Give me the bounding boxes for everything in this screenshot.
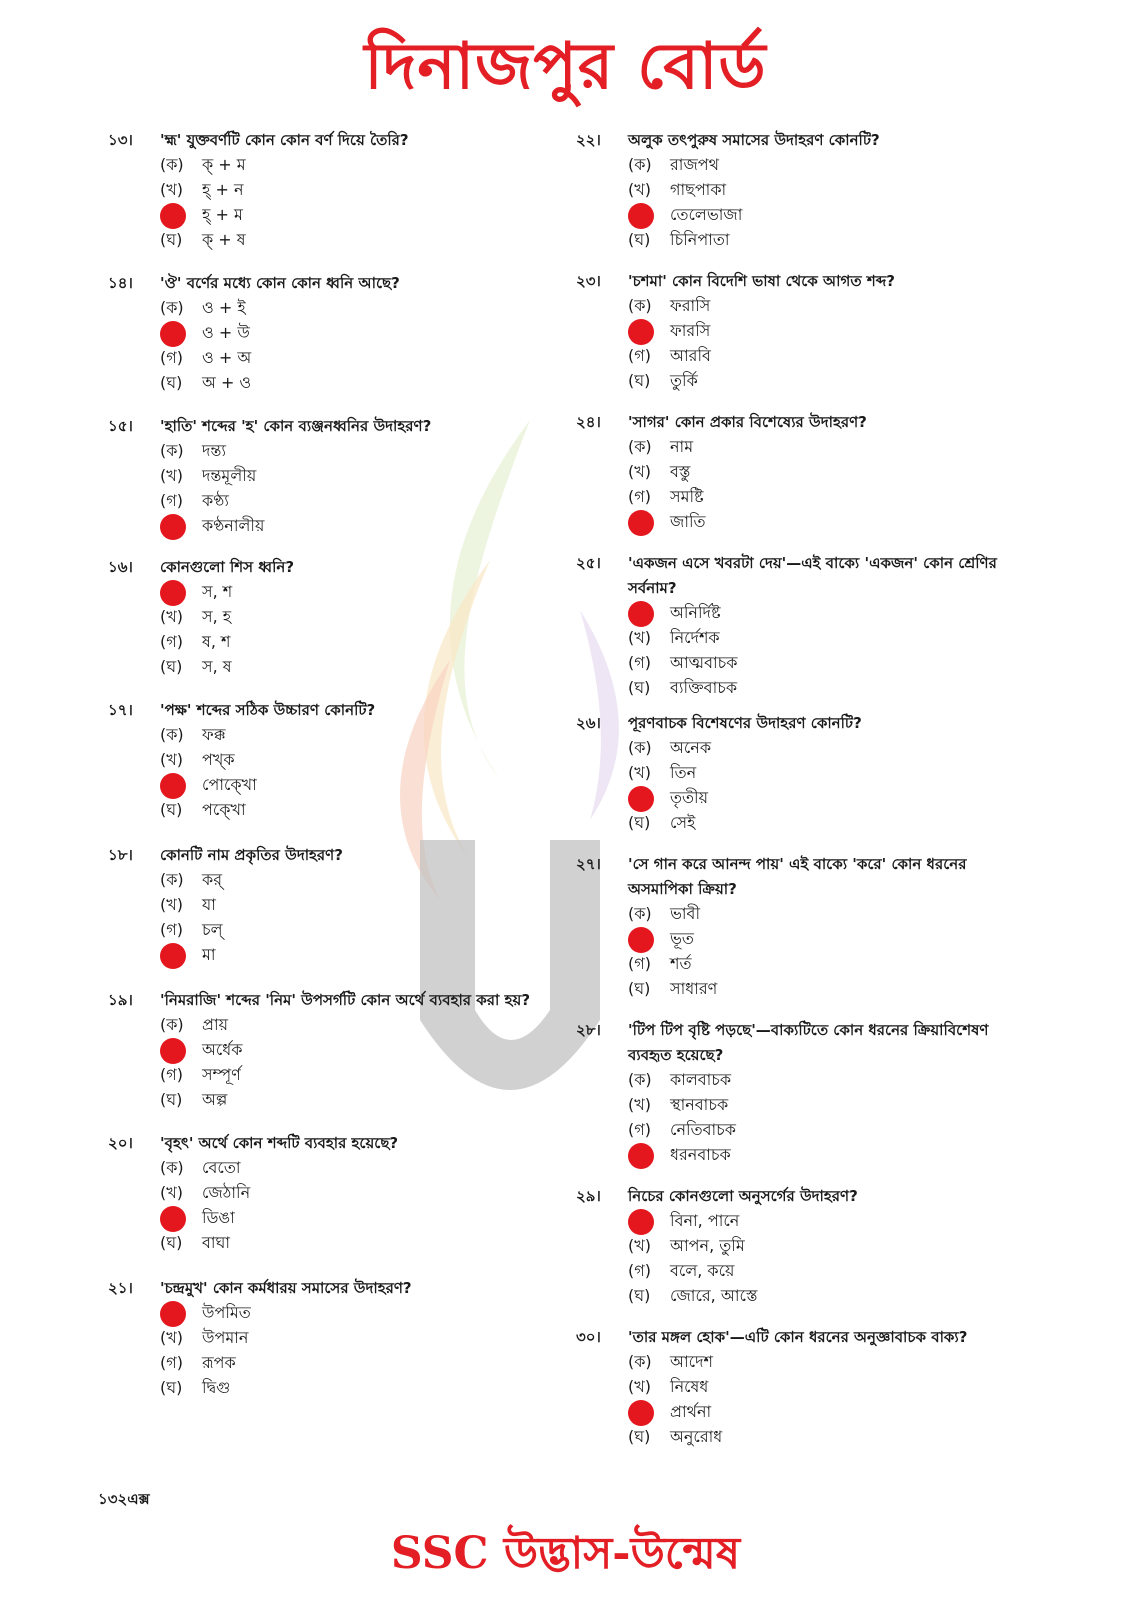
correct-answer-marker-icon — [628, 510, 654, 536]
question-text: অলুক তৎপুরুষ সমাসের উদাহরণ কোনটি? — [628, 131, 880, 149]
option-text: ডিঙা — [202, 1208, 235, 1227]
question-text: 'সে গান করে আনন্দ পায়' এই বাক্যে 'করে' কোন ধরনের অসমাপিকা ক্রিয়া? — [628, 855, 967, 898]
question-number: ১৩। — [108, 131, 133, 149]
question-number: ৩০। — [576, 1328, 601, 1346]
answer-option — [628, 369, 1016, 394]
option-text: হ্ + ম — [202, 205, 243, 224]
option-text: অর্ধেক — [202, 1040, 243, 1059]
option-text: ধরনবাচক — [670, 1145, 731, 1164]
question-text: 'হাতি' শব্দের 'হ' কোন ব্যঞ্জনধ্বনির উদাহরণ? — [160, 417, 432, 435]
option-text: জেঠানি — [202, 1183, 251, 1202]
option-text: পক্খো — [202, 800, 246, 819]
question-item — [108, 1276, 538, 1401]
option-text: ক্ + ষ — [202, 230, 246, 249]
answer-option — [628, 460, 1016, 485]
answer-option — [160, 580, 538, 605]
option-label: (ঘ) — [160, 800, 183, 819]
correct-answer-marker-icon — [160, 514, 186, 540]
option-label: (খ) — [628, 628, 651, 647]
option-text: জাতি — [670, 512, 706, 531]
question-header — [108, 698, 538, 723]
question-number: ২৮। — [576, 1021, 601, 1039]
answer-option — [160, 630, 538, 655]
option-label: (গ) — [628, 1261, 651, 1280]
option-label: (খ) — [628, 462, 651, 481]
option-text: আত্মবাচক — [670, 653, 738, 672]
question-header — [576, 711, 1016, 736]
option-text: চিনিপাতা — [670, 230, 730, 249]
question-number: ২৫। — [576, 554, 601, 572]
answer-option — [628, 1143, 1016, 1168]
option-text: দন্ত্য — [202, 441, 227, 460]
option-label: (ক) — [628, 155, 652, 174]
option-text: স্থানবাচক — [670, 1095, 729, 1114]
option-label: (গ) — [628, 346, 651, 365]
answer-option — [628, 977, 1016, 1002]
option-text: কণ্ঠনালীয় — [202, 516, 265, 535]
answer-option — [160, 1156, 538, 1181]
option-text: আরবি — [670, 346, 711, 365]
question-header — [108, 988, 538, 1013]
question-item — [576, 1184, 1016, 1309]
answer-option — [160, 1301, 538, 1326]
answer-option — [160, 203, 538, 228]
answer-option — [628, 902, 1016, 927]
answer-option — [628, 1068, 1016, 1093]
answer-option — [628, 344, 1016, 369]
question-header — [576, 852, 1016, 902]
answer-option — [628, 485, 1016, 510]
option-label: (ক) — [628, 904, 652, 923]
correct-answer-marker-icon — [628, 927, 654, 953]
answer-option — [160, 296, 538, 321]
option-text: সেই — [670, 813, 696, 832]
option-text: ভূত — [670, 929, 694, 948]
question-item — [108, 128, 538, 253]
option-text: তিন — [670, 763, 697, 782]
option-label: (গ) — [628, 487, 651, 506]
correct-answer-marker-icon — [628, 203, 654, 229]
correct-answer-marker-icon — [628, 601, 654, 627]
question-text: 'পক্ষ' শব্দের সঠিক উচ্চারণ কোনটি? — [160, 701, 376, 719]
question-number: ১৬। — [108, 558, 133, 576]
option-label: (গ) — [628, 954, 651, 973]
answer-option — [628, 1425, 1016, 1450]
option-text: প্রায় — [202, 1015, 229, 1034]
answer-option — [160, 655, 538, 680]
correct-answer-marker-icon — [160, 321, 186, 347]
question-item — [576, 1325, 1016, 1450]
question-item — [108, 555, 538, 680]
option-text: স, শ — [202, 582, 233, 601]
question-header — [108, 1276, 538, 1301]
answer-option — [160, 773, 538, 798]
question-item — [576, 410, 1016, 535]
option-text: ব্যক্তিবাচক — [670, 678, 738, 697]
question-number: ২৬। — [576, 714, 601, 732]
option-label: (গ) — [160, 348, 183, 367]
option-text: চল্ — [202, 920, 223, 939]
option-label: (ক) — [628, 437, 652, 456]
option-text: ষ, শ — [202, 632, 231, 651]
option-text: হ্ + ন — [202, 180, 244, 199]
answer-option — [160, 1326, 538, 1351]
correct-answer-marker-icon — [628, 786, 654, 812]
option-label: (খ) — [628, 1236, 651, 1255]
answer-option — [160, 798, 538, 823]
answer-option — [628, 153, 1016, 178]
option-label: (ক) — [160, 1158, 184, 1177]
option-text: বস্তু — [670, 462, 691, 481]
question-number: ২১। — [108, 1279, 133, 1297]
option-text: স, হ — [202, 607, 232, 626]
answer-option — [160, 1231, 538, 1256]
question-item — [576, 551, 1016, 701]
answer-option — [160, 605, 538, 630]
question-item — [576, 711, 1016, 836]
correct-answer-marker-icon — [628, 1400, 654, 1426]
option-label: (ক) — [628, 296, 652, 315]
question-number: ১৪। — [108, 274, 133, 292]
answer-option — [160, 371, 538, 396]
question-number: ১৮। — [108, 846, 133, 864]
option-label: (গ) — [160, 1065, 183, 1084]
question-item — [108, 988, 538, 1113]
correct-answer-marker-icon — [160, 773, 186, 799]
footer-title: SSC উদ্ভাস-উন্মেষ — [390, 1528, 741, 1579]
correct-answer-marker-icon — [160, 1301, 186, 1327]
answer-option — [628, 1375, 1016, 1400]
board-title: দিনাজপুর বোর্ড — [364, 30, 767, 104]
option-text: অনির্দিষ্ট — [670, 603, 721, 622]
question-header — [576, 1325, 1016, 1350]
answer-option — [160, 868, 538, 893]
question-item — [576, 269, 1016, 394]
correct-answer-marker-icon — [628, 1143, 654, 1169]
question-text: 'একজন এসে খবরটা দেয়'—এই বাক্যে 'একজন' কোন শ্রেণির সর্বনাম? — [628, 554, 997, 597]
option-label: (গ) — [160, 1353, 183, 1372]
answer-option — [628, 228, 1016, 253]
question-header — [576, 551, 1016, 601]
answer-option — [160, 153, 538, 178]
option-text: ও + অ — [202, 348, 252, 367]
option-label: (ক) — [160, 298, 184, 317]
answer-option — [628, 601, 1016, 626]
correct-answer-marker-icon — [160, 580, 186, 606]
option-label: (গ) — [628, 1120, 651, 1139]
answer-option — [160, 178, 538, 203]
answer-option — [160, 1038, 538, 1063]
option-label: (খ) — [160, 895, 183, 914]
option-text: পখ্ক — [202, 750, 235, 769]
option-label: (খ) — [160, 607, 183, 626]
option-text: ফক্ক — [202, 725, 226, 744]
option-text: আদেশ — [670, 1352, 713, 1371]
answer-option — [628, 1093, 1016, 1118]
option-text: গাছপাকা — [670, 180, 727, 199]
option-text: দ্বিগু — [202, 1378, 231, 1397]
option-label: (ঘ) — [160, 373, 183, 392]
option-label: (ক) — [628, 1070, 652, 1089]
option-text: ভাবী — [670, 904, 701, 923]
question-text: 'নিমরাজি' শব্দের 'নিম' উপসর্গটি কোন অর্থে ব্যবহার করা হয়? — [160, 991, 531, 1009]
option-text: উপমান — [202, 1328, 249, 1347]
option-label: (ক) — [160, 441, 184, 460]
option-text: বলে, কয়ে — [670, 1261, 735, 1280]
left-question-column — [108, 128, 538, 1401]
answer-option — [628, 811, 1016, 836]
question-text: 'টিপ টিপ বৃষ্টি পড়ছে'—বাক্যটিতে কোন ধরনের ক্রিয়াবিশেষণ ব্যবহৃত হয়েছে? — [628, 1021, 989, 1064]
question-header — [108, 555, 538, 580]
option-text: যা — [202, 895, 216, 914]
question-header — [108, 271, 538, 296]
question-item — [576, 128, 1016, 253]
question-item — [108, 843, 538, 968]
answer-option — [160, 1376, 538, 1401]
option-text: নাম — [670, 437, 694, 456]
question-text: 'তার মঙ্গল হোক'—এটি কোন ধরনের অনুজ্ঞাবাচক বাক্য? — [628, 1328, 968, 1346]
option-text: ফারসি — [670, 321, 711, 340]
option-label: (ঘ) — [160, 1378, 183, 1397]
option-label: (গ) — [628, 653, 651, 672]
answer-option — [628, 736, 1016, 761]
correct-answer-marker-icon — [160, 1038, 186, 1064]
option-label: (ঘ) — [160, 230, 183, 249]
question-item — [108, 698, 538, 823]
question-number: ১৫। — [108, 417, 133, 435]
answer-option — [160, 464, 538, 489]
answer-option — [160, 943, 538, 968]
option-label: (ক) — [628, 1352, 652, 1371]
question-text: কোনগুলো শিস ধ্বনি? — [160, 558, 295, 576]
question-number: ১৯। — [108, 991, 133, 1009]
question-text: পূরণবাচক বিশেষণের উদাহরণ কোনটি? — [628, 714, 862, 732]
answer-option — [160, 918, 538, 943]
option-label: (ঘ) — [628, 1286, 651, 1305]
option-label: (ঘ) — [628, 371, 651, 390]
option-label: (খ) — [628, 1095, 651, 1114]
answer-option — [628, 927, 1016, 952]
option-text: রূপক — [202, 1353, 236, 1372]
option-text: রাজপথ — [670, 155, 719, 174]
question-number: ২২। — [576, 131, 601, 149]
option-label: (ঘ) — [628, 813, 651, 832]
question-header — [576, 1018, 1016, 1068]
option-label: (ঘ) — [628, 678, 651, 697]
answer-option — [160, 439, 538, 464]
question-text: 'চশমা' কোন বিদেশি ভাষা থেকে আগত শব্দ? — [628, 272, 895, 290]
answer-option — [160, 1206, 538, 1231]
answer-option — [628, 786, 1016, 811]
answer-option — [160, 893, 538, 918]
option-text: তেলেভাজা — [670, 205, 743, 224]
answer-option — [160, 1088, 538, 1113]
option-label: (খ) — [628, 1377, 651, 1396]
answer-option — [160, 1351, 538, 1376]
option-label: (গ) — [160, 632, 183, 651]
correct-answer-marker-icon — [160, 943, 186, 969]
question-text: 'বৃহৎ' অর্থে কোন শব্দটি ব্যবহার হয়েছে? — [160, 1134, 399, 1152]
option-text: বাঘা — [202, 1233, 231, 1252]
option-label: (ঘ) — [160, 1090, 183, 1109]
question-text: 'সাগর' কোন প্রকার বিশেষ্যের উদাহরণ? — [628, 413, 867, 431]
option-text: তুর্কি — [670, 371, 698, 390]
answer-option — [628, 178, 1016, 203]
question-number: ২৭। — [576, 855, 601, 873]
answer-option — [628, 626, 1016, 651]
question-header — [108, 414, 538, 439]
option-label: (গ) — [160, 920, 183, 939]
option-text: কালবাচক — [670, 1070, 732, 1089]
answer-option — [628, 203, 1016, 228]
option-label: (ক) — [160, 725, 184, 744]
correct-answer-marker-icon — [628, 319, 654, 345]
answer-option — [628, 435, 1016, 460]
question-text: কোনটি নাম প্রকৃতির উদাহরণ? — [160, 846, 343, 864]
question-item — [108, 414, 538, 539]
answer-option — [628, 319, 1016, 344]
question-number: ২০। — [108, 1134, 133, 1152]
option-text: সমষ্টি — [670, 487, 704, 506]
answer-option — [628, 1234, 1016, 1259]
question-number: ২৩। — [576, 272, 601, 290]
question-item — [576, 1018, 1016, 1168]
option-label: (খ) — [160, 180, 183, 199]
question-item — [576, 852, 1016, 1002]
option-text: নির্দেশক — [670, 628, 720, 647]
option-text: কণ্ঠ্য — [202, 491, 229, 510]
question-header — [108, 128, 538, 153]
option-text: পোক্খো — [202, 775, 257, 794]
answer-option — [628, 676, 1016, 701]
option-text: নিষেধ — [670, 1377, 709, 1396]
answer-option — [628, 1350, 1016, 1375]
option-text: ফরাসি — [670, 296, 711, 315]
option-text: ও + ই — [202, 298, 246, 317]
option-label: (গ) — [160, 491, 183, 510]
answer-option — [628, 761, 1016, 786]
question-header — [576, 269, 1016, 294]
option-text: বিনা, পানে — [670, 1211, 740, 1230]
answer-option — [160, 489, 538, 514]
option-label: (ক) — [628, 738, 652, 757]
option-text: অনুরোধ — [670, 1427, 723, 1446]
option-text: অল্প — [202, 1090, 228, 1109]
answer-option — [160, 228, 538, 253]
answer-option — [160, 1181, 538, 1206]
question-header — [576, 1184, 1016, 1209]
answer-option — [628, 510, 1016, 535]
answer-option — [628, 294, 1016, 319]
option-text: সম্পূর্ণ — [202, 1065, 241, 1084]
option-label: (ক) — [160, 1015, 184, 1034]
answer-option — [160, 514, 538, 539]
answer-option — [628, 1209, 1016, 1234]
answer-option — [160, 321, 538, 346]
answer-option — [628, 1284, 1016, 1309]
question-text: নিচের কোনগুলো অনুসর্গের উদাহরণ? — [628, 1187, 858, 1205]
option-label: (ক) — [160, 870, 184, 889]
question-item — [108, 1131, 538, 1256]
option-text: অ + ও — [202, 373, 252, 392]
option-label: (খ) — [628, 180, 651, 199]
option-label: (ঘ) — [628, 230, 651, 249]
answer-option — [628, 1259, 1016, 1284]
option-text: তৃতীয় — [670, 788, 709, 807]
answer-option — [160, 723, 538, 748]
question-text: 'চন্দ্রমুখ' কোন কর্মধারয় সমাসের উদাহরণ? — [160, 1279, 412, 1297]
option-label: (ঘ) — [160, 1233, 183, 1252]
option-text: সাধারণ — [670, 979, 718, 998]
option-label: (খ) — [628, 763, 651, 782]
option-text: জোরে, আস্তে — [670, 1286, 758, 1305]
option-text: আপন, তুমি — [670, 1236, 745, 1255]
answer-option — [160, 1063, 538, 1088]
correct-answer-marker-icon — [160, 1206, 186, 1232]
answer-option — [628, 651, 1016, 676]
question-number: ২৪। — [576, 413, 601, 431]
option-text: মা — [202, 945, 216, 964]
question-text: 'হ্ম' যুক্তবর্ণটি কোন কোন বর্ণ দিয়ে তৈরি? — [160, 131, 409, 149]
question-item — [108, 271, 538, 396]
option-label: (ঘ) — [160, 657, 183, 676]
option-text: প্রার্থনা — [670, 1402, 712, 1421]
answer-option — [628, 1118, 1016, 1143]
answer-option — [160, 1013, 538, 1038]
question-header — [576, 410, 1016, 435]
question-header — [108, 843, 538, 868]
correct-answer-marker-icon — [628, 1209, 654, 1235]
option-text: ক্ + ম — [202, 155, 246, 174]
option-text: শর্ত — [670, 954, 692, 973]
option-text: নেতিবাচক — [670, 1120, 736, 1139]
answer-option — [628, 952, 1016, 977]
option-text: কর্ — [202, 870, 222, 889]
option-text: উপমিত — [202, 1303, 251, 1322]
question-header — [576, 128, 1016, 153]
correct-answer-marker-icon — [160, 203, 186, 229]
question-header — [108, 1131, 538, 1156]
option-label: (ক) — [160, 155, 184, 174]
option-label: (ঘ) — [628, 1427, 651, 1446]
option-text: অনেক — [670, 738, 712, 757]
answer-option — [628, 1400, 1016, 1425]
question-number: ১৭। — [108, 701, 133, 719]
option-label: (খ) — [160, 1183, 183, 1202]
option-text: স, ষ — [202, 657, 232, 676]
question-number: ২৯। — [576, 1187, 601, 1205]
option-text: দন্তমূলীয় — [202, 466, 257, 485]
option-text: ও + উ — [202, 323, 250, 342]
option-label: (খ) — [160, 750, 183, 769]
option-label: (খ) — [160, 466, 183, 485]
answer-option — [160, 346, 538, 371]
question-text: 'ঔ' বর্ণের মধ্যে কোন কোন ধ্বনি আছে? — [160, 274, 400, 292]
page-code: ১৩২এক্স — [98, 1490, 150, 1508]
option-label: (খ) — [160, 1328, 183, 1347]
right-question-column — [576, 128, 1016, 1450]
answer-option — [160, 748, 538, 773]
option-label: (ঘ) — [628, 979, 651, 998]
option-text: বেতো — [202, 1158, 241, 1177]
